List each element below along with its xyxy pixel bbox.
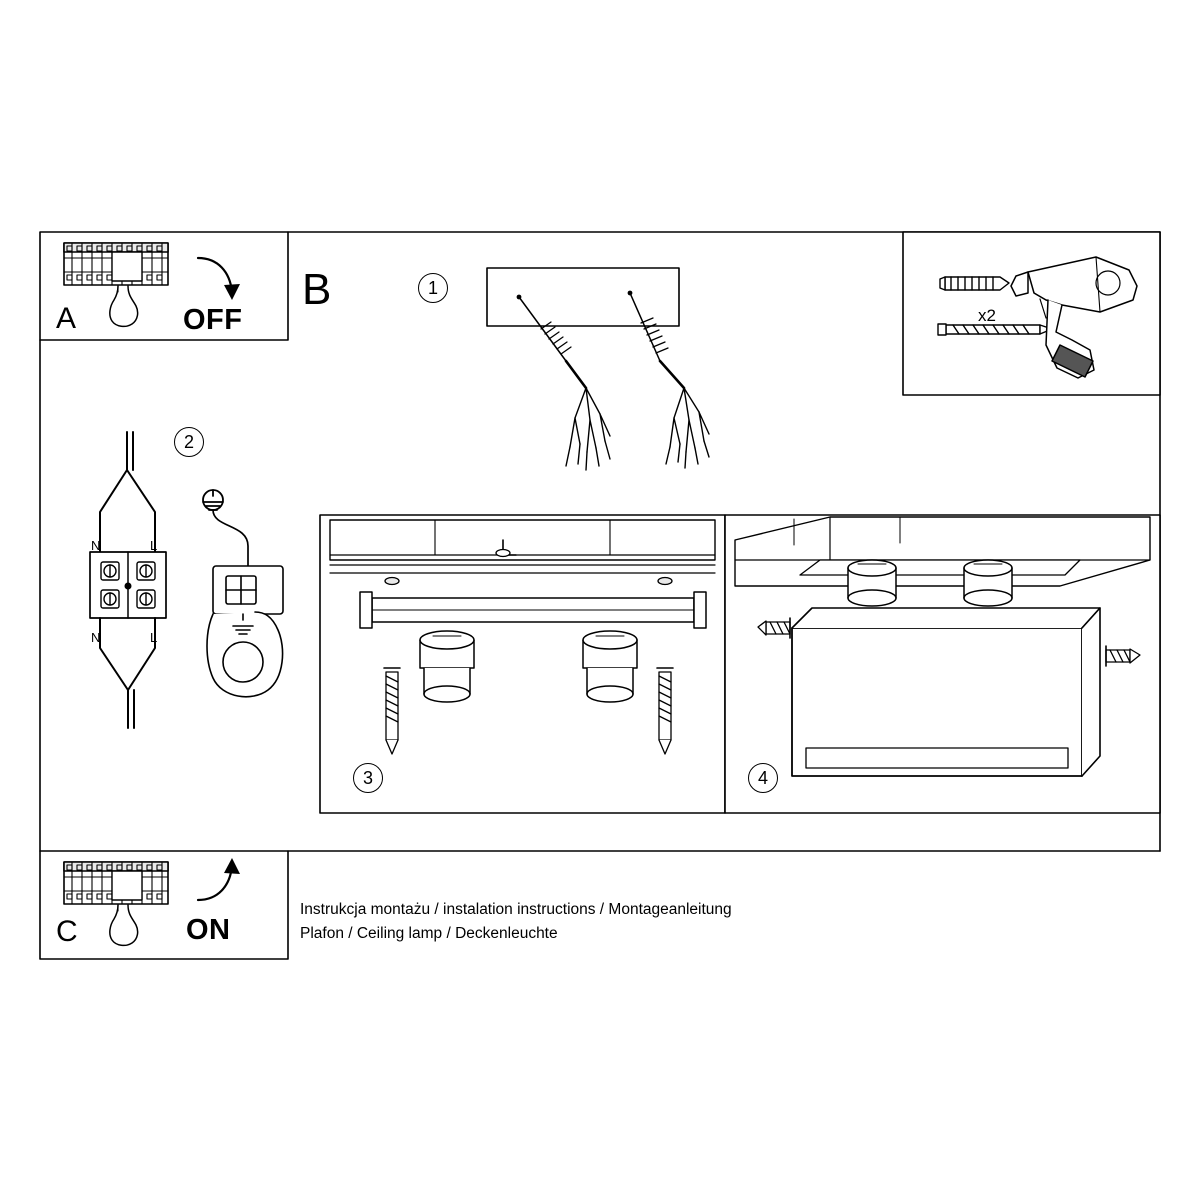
caption-block [300, 898, 732, 946]
terminal-bottom-right-label: L [150, 630, 158, 645]
caption-line-1: Instrukcja montażu / instalation instructions / Montageanleitung [300, 901, 732, 918]
step-number-2: 2 [174, 427, 204, 457]
panel-c-action: ON [186, 914, 231, 946]
panel-c-letter: C [56, 915, 78, 948]
step-number-4: 4 [748, 763, 778, 793]
step2-terminal-connector [90, 432, 283, 728]
step-number-1: 1 [418, 273, 448, 303]
panel-a-action: OFF [183, 304, 243, 336]
step1-ceiling-wires [487, 268, 709, 470]
panel-b-letter: B [302, 265, 332, 314]
step4-panel [725, 515, 1160, 813]
panel-a-letter: A [56, 302, 77, 335]
caption-line-2: Plafon / Ceiling lamp / Deckenleuchte [300, 925, 558, 943]
earth-ground-icon [203, 490, 223, 510]
terminal-top-right-label: L [150, 538, 158, 553]
step-number-3: 3 [353, 763, 383, 793]
tool-quantity: x2 [978, 306, 996, 325]
terminal-top-left-label: N [91, 538, 101, 553]
terminal-bottom-left-label: N [91, 630, 101, 645]
step3-panel [320, 515, 725, 813]
